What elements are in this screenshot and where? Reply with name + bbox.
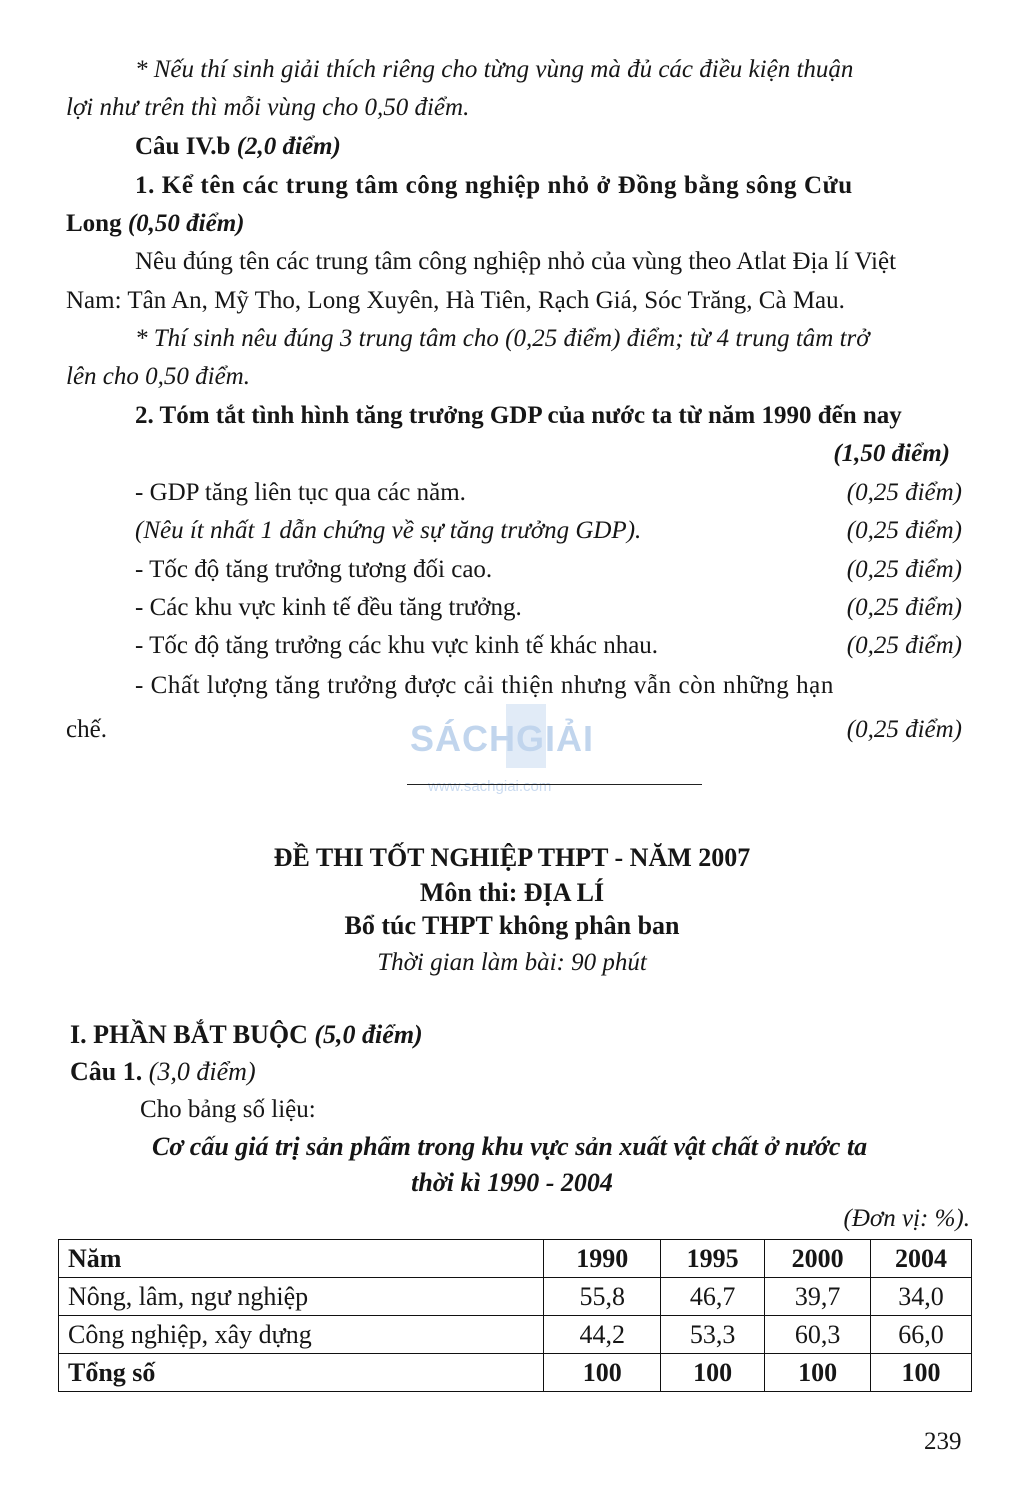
table-cell: 55,8: [544, 1278, 661, 1316]
question-1-title: Câu 1.: [70, 1057, 143, 1086]
list-item-points: (0,25 điểm): [846, 716, 962, 743]
table-cell: Công nghiệp, xây dựng: [59, 1316, 544, 1354]
list-item-points: (0,25 điểm): [846, 517, 962, 544]
question-4b-title: Câu IV.b: [135, 133, 231, 160]
exam-track: Bổ túc THPT không phân ban: [344, 911, 680, 940]
table-cell: Tổng số: [59, 1354, 544, 1392]
section-heading: [70, 1019, 423, 1051]
list-item-points: (0,25 điểm): [846, 594, 962, 621]
table-cell: 100: [765, 1354, 871, 1392]
table-header-cell: 1995: [661, 1240, 765, 1278]
watermark-logo: [410, 704, 620, 794]
list-item: - GDP tăng liên tục qua các năm.: [135, 479, 466, 506]
table-row: [59, 1278, 972, 1316]
table-total-row: [59, 1354, 972, 1392]
table-cell: 53,3: [661, 1316, 765, 1354]
table-cell: 100: [871, 1354, 972, 1392]
answer-1-line-2: Nam: Tân An, Mỹ Tho, Long Xuyên, Hà Tiên, Rạch Giá, Sóc Trăng, Cà Mau.: [66, 287, 845, 314]
section-divider: [407, 784, 702, 785]
table-cell: 60,3: [765, 1316, 871, 1354]
subquestion-2-text: 2. Tóm tắt tình hình tăng trưởng GDP của nước ta từ năm 1990 đến nay: [135, 402, 902, 429]
question-4b-points: (2,0 điểm): [236, 133, 341, 160]
subquestion-1-points: (0,50 điểm): [127, 210, 245, 237]
list-item-points: (0,25 điểm): [846, 479, 962, 506]
page-number: 239: [924, 1428, 962, 1455]
watermark-text: SÁCHGIẢI: [410, 718, 595, 759]
list-item-continuation: chế.: [66, 716, 107, 743]
table-cell: 100: [661, 1354, 765, 1392]
list-item: - Chất lượng tăng trưởng được cải thiện nhưng vẫn còn những hạn: [135, 672, 834, 699]
list-item: (Nêu ít nhất 1 dẫn chứng về sự tăng trưởng GDP).: [135, 517, 642, 544]
exam-title: ĐỀ THI TỐT NGHIỆP THPT - NĂM 2007: [273, 843, 751, 872]
table-header-row: [59, 1240, 972, 1278]
list-item-points: (0,25 điểm): [846, 556, 962, 583]
subquestion-1-line-1: 1. Kể tên các trung tâm công nghiệp nhỏ ở Đồng bằng sông Cửu: [135, 172, 853, 199]
question-1-heading: [70, 1056, 256, 1088]
table-cell: Nông, lâm, ngư nghiệp: [59, 1278, 544, 1316]
watermark-url: www.sachgiai.com: [428, 778, 552, 795]
section-points: (5,0 điểm): [314, 1020, 423, 1049]
exam-subject: Môn thi: ĐỊA LÍ: [419, 878, 605, 907]
subquestion-2-points: (1,50 điểm): [833, 440, 950, 467]
table-header-cell: 2000: [765, 1240, 871, 1278]
list-item-points: (0,25 điểm): [846, 632, 962, 659]
note-line-2: lợi như trên thì mỗi vùng cho 0,50 điểm.: [66, 94, 470, 121]
note-line-1: * Nếu thí sinh giải thích riêng cho từng vùng mà đủ các điều kiện thuận: [135, 56, 854, 83]
list-item: - Tốc độ tăng trưởng các khu vực kinh tế khác nhau.: [135, 632, 659, 659]
table-cell: 100: [544, 1354, 661, 1392]
table-header-cell: 1990: [544, 1240, 661, 1278]
question-1-intro: Cho bảng số liệu:: [140, 1096, 316, 1123]
scoring-note-line-2: lên cho 0,50 điểm.: [66, 363, 250, 390]
table-title-line-1: Cơ cấu giá trị sản phẩm trong khu vực sản xuất vật chất ở nước ta: [152, 1132, 868, 1161]
table-unit: (Đơn vị: %).: [843, 1205, 970, 1232]
table-cell: 39,7: [765, 1278, 871, 1316]
exam-time: Thời gian làm bài: 90 phút: [377, 949, 647, 976]
question-1-points: (3,0 điểm): [148, 1057, 256, 1086]
table-header-cell: Năm: [59, 1240, 544, 1278]
subquestion-1-line-2: [66, 208, 244, 240]
subquestion-1-text: Long: [66, 210, 122, 237]
answer-1-line-1: Nêu đúng tên các trung tâm công nghiệp nhỏ của vùng theo Atlat Địa lí Việt: [135, 248, 897, 275]
question-4b-heading: [135, 131, 341, 163]
table-cell: 34,0: [871, 1278, 972, 1316]
table-title-line-2: thời kì 1990 - 2004: [411, 1168, 613, 1197]
scoring-note-line-1: * Thí sinh nêu đúng 3 trung tâm cho (0,25 điểm) điểm; từ 4 trung tâm trở: [135, 325, 870, 352]
table-cell: 44,2: [544, 1316, 661, 1354]
list-item: - Tốc độ tăng trưởng tương đối cao.: [135, 556, 493, 583]
table-cell: 46,7: [661, 1278, 765, 1316]
section-title: I. PHẦN BẮT BUỘC: [70, 1020, 308, 1049]
list-item: - Các khu vực kinh tế đều tăng trưởng.: [135, 594, 522, 621]
table-cell: 66,0: [871, 1316, 972, 1354]
data-table: [58, 1239, 972, 1392]
table-header-cell: 2004: [871, 1240, 972, 1278]
table-row: [59, 1316, 972, 1354]
